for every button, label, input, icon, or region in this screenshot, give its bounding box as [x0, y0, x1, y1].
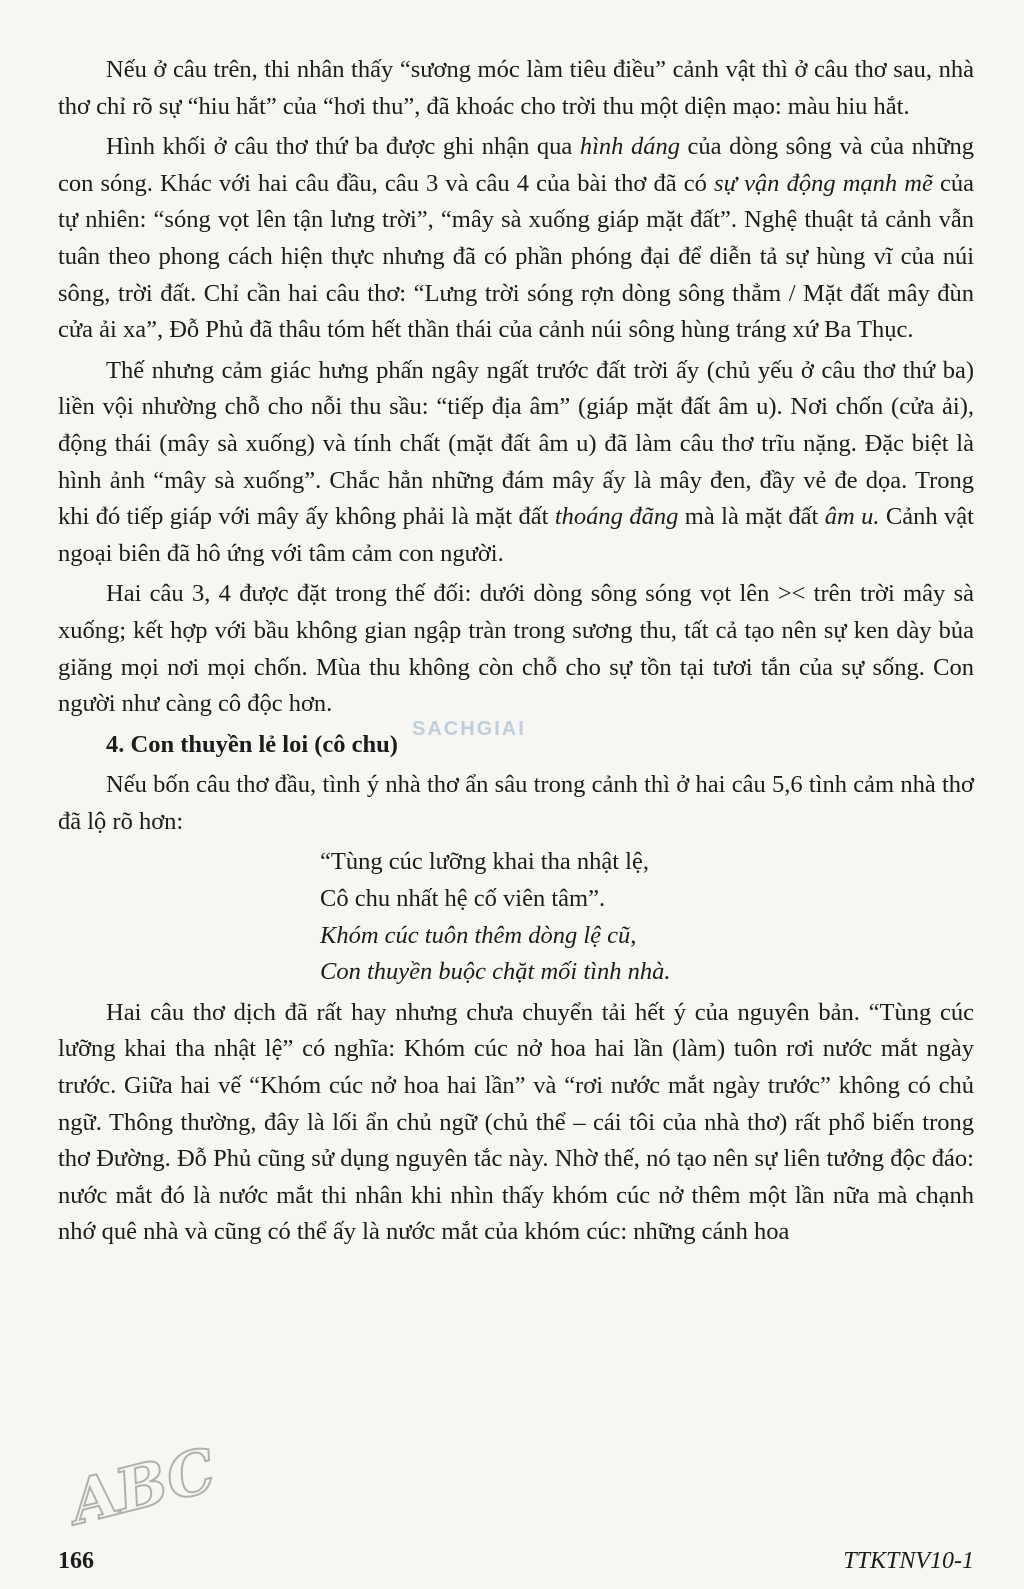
text-run: Nếu ở câu trên, thi nhân thấy “sương móc làm tiêu điều” cảnh vật thì ở câu thơ sau, nhà thơ chỉ rõ sự “hiu hắt” của “hơi thu”, đã khoác cho trời thu một diện mạo: màu hiu hắt. — [58, 56, 974, 120]
italic-run: sự vận động mạnh mẽ — [714, 169, 933, 197]
page-number: 166 — [58, 1548, 94, 1574]
poem-line-original-2: Cô chu nhất hệ cố viên tâm”. — [320, 885, 606, 913]
italic-run: âm u. — [824, 503, 880, 531]
body-paragraph — [58, 353, 974, 573]
analysis-paragraph: Hai câu thơ dịch đã rất hay nhưng chưa chuyển tải hết ý của nguyên bản. “Tùng cúc lưỡng khai tha nhật lệ” có nghĩa: Khóm cúc nở hoa hai lần (làm) tuôn rơi nước mắt ngày trước. Giữa hai vế “Khóm cúc nở hoa hai lần” và “rơi nước mắt ngày trước” không có chủ ngữ. Thông thường, đây là lối ẩn chủ ngữ (chủ thể – cái tôi của nhà thơ) rất phổ biến trong thơ Đường. Đỗ Phủ cũng sử dụng nguyên tắc này. Nhờ thế, nó tạo nên sự liên tưởng độc đáo: nước mắt đó là nước mắt thi nhân khi nhìn thấy khóm cúc nở thêm một lần nữa mà chạnh nhớ quê nhà và cũng có thể ấy là nước mắt của khóm cúc: những cánh hoa — [58, 998, 974, 1246]
text-run: của tự nhiên: “sóng vọt lên tận lưng trời”, “mây sà xuống giáp mặt đất”. Nghệ thuật tả cảnh vẫn tuân theo phong cách hiện thực nhưng đã có phần phóng đại để diễn tả sự hùng vĩ của núi sông, trời đất. Chỉ cần hai câu thơ: “Lưng trời sóng rợn dòng sông thẳm / Mặt đất mây đùn cửa ải xa”, Đỗ Phủ đã thâu tóm hết thần thái của cảnh núi sông hùng tráng xứ Ba Thục. — [58, 169, 974, 344]
paragraph-group — [58, 52, 974, 723]
page-body — [58, 52, 974, 1255]
poem-line-translation-1: Khóm cúc tuôn thêm dòng lệ cũ, — [320, 921, 637, 949]
intro-paragraph: Nếu bốn câu thơ đầu, tình ý nhà thơ ẩn sâu trong cảnh thì ở hai câu 5,6 tình cảm nhà thơ đã lộ rõ hơn: — [58, 771, 974, 835]
text-run: mà là mặt đất — [678, 503, 825, 531]
text-run: Thế nhưng cảm giác hưng phấn ngây ngất trước đất trời ấy (chủ yếu ở câu thơ thứ ba) liền vội nhường chỗ cho nỗi thu sầu: “tiếp địa âm” (giáp mặt đất âm u). Nơi chốn (cửa ải), động thái (mây sà xuống) và tính chất (mặt đất âm u) đã làm câu thơ trĩu nặng. Đặc biệt là hình ảnh “mây sà xuống”. Chắc hẳn những đám mây ấy là mây đen, đầy vẻ đe dọa. Trong khi đó tiếp giáp với mây ấy không phải là mặt đất — [58, 356, 974, 531]
section-heading: 4. Con thuyền lẻ loi (cô chu) — [106, 730, 398, 758]
text-run: Cảnh vật ngoại biên đã hô ứng với tâm cảm con người. — [58, 503, 974, 567]
body-paragraph — [58, 129, 974, 349]
italic-run: thoáng đãng — [554, 503, 679, 531]
book-code: TTKTNV10-1 — [843, 1548, 974, 1574]
italic-run: hình dáng — [579, 133, 680, 161]
poem-line-translation-2: Con thuyền buộc chặt mối tình nhà. — [320, 958, 671, 986]
text-run: Hình khối ở câu thơ thứ ba được ghi nhận qua — [106, 133, 580, 161]
body-paragraph — [58, 576, 974, 722]
poem-line-original-1: “Tùng cúc lưỡng khai tha nhật lệ, — [320, 848, 649, 876]
body-paragraph — [58, 52, 974, 125]
text-run: của dòng sông và của những con sóng. Khác với hai câu đầu, câu 3 và câu 4 của bài thơ đã có — [58, 133, 975, 197]
stamp: ABC — [63, 1435, 223, 1539]
poem-block — [320, 844, 974, 990]
text-run: Hai câu 3, 4 được đặt trong thế đối: dưới dòng sông sóng vọt lên >< trên trời mây sà xuống; kết hợp với bầu không gian ngập tràn trong sương thu, tất cả tạo nên sự ken dày bủa giăng mọi nơi mọi chốn. Mùa thu không còn chỗ cho sự tồn tại tươi tắn của sự sống. Con người như càng cô độc hơn. — [58, 580, 974, 718]
watermark: SACHGIAI — [412, 718, 526, 740]
